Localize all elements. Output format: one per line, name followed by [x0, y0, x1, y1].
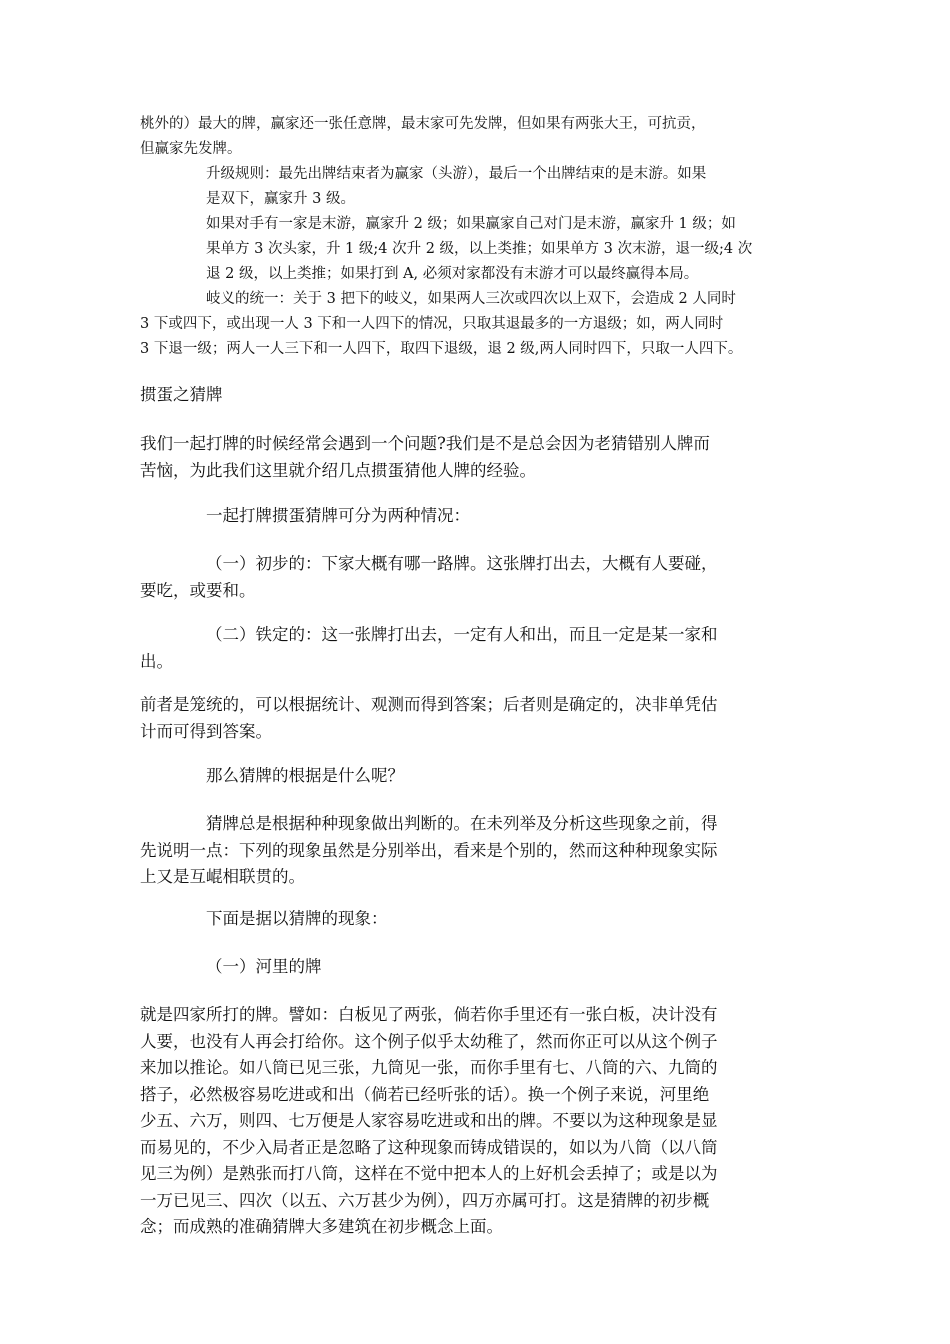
text-line: 那么猜牌的根据是什么呢？ [206, 766, 404, 785]
text-line: 猜牌总是根据种种现象做出判断的。在未列举及分析这些现象之前，得 [206, 814, 718, 833]
body-paragraph-two-cases [140, 503, 840, 530]
text-line: 一万已见三、四次（以五、六万甚少为例），四万亦属可打。这是猜牌的初步概 [140, 1190, 710, 1210]
text-line: 来加以推论。如八筒已见三张，九筒见一张，而你手里有七、八筒的六、九筒的 [140, 1058, 718, 1077]
text-line: 但赢家先发牌。 [140, 140, 242, 157]
text-line: （一）河里的牌 [206, 957, 322, 976]
text-line: 念；而成熟的准确猜牌大多建筑在初步概念上面。 [140, 1217, 503, 1236]
text-line: 先说明一点：下列的现象虽然是分别举出，看来是个别的，然而这种种现象实际 [140, 840, 718, 860]
body-paragraph-question [140, 763, 840, 790]
text-line: 升级规则：最先出牌结束者为赢家（头游），最后一个出牌结束的是末游。如果 [206, 166, 707, 182]
text-line: 上又是互崐相联贯的。 [140, 867, 305, 886]
text-line: 见三为例）是熟张而打八筒，这样在不觉中把本人的上好机会丢掉了；或是以为 [140, 1164, 718, 1183]
text-line: 人要，也没有人再会打给你。这个例子似乎太幼稚了，然而你正可以从这个例子 [140, 1031, 718, 1051]
body-paragraph-case-2 [140, 622, 840, 675]
text-line: 3 下退一级；两人一人三下和一人四下，取四下退级，退 2 级,两人同时四下，只取一人四下。 [140, 340, 743, 357]
text-line: 计而可得到答案。 [140, 721, 272, 741]
text-line: 我们一起打牌的时候经常会遇到一个问题?我们是不是总会因为老猜错别人牌而 [140, 434, 710, 453]
text-line: 出。 [140, 651, 173, 671]
body-paragraph-intro [140, 431, 840, 484]
section-title: 掼蛋之猜牌 [140, 385, 223, 404]
text-line: 桃外的）最大的牌，赢家还一张任意牌，最末家可先发牌，但如果有两张大王，可抗贡， [140, 116, 706, 132]
text-line: 果单方 3 次头家，升 1 级;4 次升 2 级，以上类推；如果单方 3 次末游，退一级;4 次 [206, 240, 753, 257]
text-line: 退 2 级，以上类推；如果打到 A, 必须对家都没有末游才可以最终赢得本局。 [206, 265, 699, 282]
body-paragraph-phenomena [140, 811, 840, 891]
rules-paragraph-ambiguity [140, 287, 830, 361]
text-line: 如果对手有一家是末游，赢家升 2 级；如果赢家自己对门是末游，赢家升 1 级；如 [206, 216, 736, 232]
text-line: 苦恼，为此我们这里就介绍几点掼蛋猜他人牌的经验。 [140, 460, 536, 480]
rules-paragraph-upgrade [140, 162, 830, 212]
text-line: 搭子，必然极容易吃进或和出（倘若已经听张的话）。换一个例子来说，河里绝 [140, 1084, 710, 1104]
text-line: 就是四家所打的牌。譬如：白板见了两张，倘若你手里还有一张白板，决计没有 [140, 1005, 718, 1024]
body-paragraph-river-title [140, 954, 840, 981]
text-line: （二）铁定的：这一张牌打出去，一定有人和出，而且一定是某一家和 [206, 625, 718, 644]
text-line: 少五、六万，则四、七万便是人家容易吃进或和出的牌。不要以为这种现象是显 [140, 1111, 718, 1130]
text-line: 是双下，赢家升 3 级。 [206, 190, 355, 207]
text-line: 而易见的，不少入局者正是忽略了这种现象而铸成错误的，如以为八筒（以八筒 [140, 1137, 718, 1157]
body-paragraph-river [140, 1002, 840, 1241]
text-line: 下面是据以猜牌的现象： [206, 909, 388, 928]
text-line: 要吃，或要和。 [140, 580, 256, 600]
text-line: 3 下或四下，或出现一人 3 下和一人四下的情况，只取其退最多的一方退级；如，两人同时 [140, 315, 724, 332]
text-line: 前者是笼统的，可以根据统计、观测而得到答案；后者则是确定的，决非单凭估 [140, 695, 718, 714]
body-paragraph-list-intro [140, 906, 840, 933]
text-line: （一）初步的：下家大概有哪一路牌。这张牌打出去，大概有人要碰， [206, 554, 718, 573]
text-line: 一起打牌掼蛋猜牌可分为两种情况： [206, 506, 470, 525]
text-line: 岐义的统一：关于 3 把下的岐义，如果两人三次或四次以上双下，会造成 2 人同时 [206, 291, 736, 307]
body-paragraph-comparison [140, 692, 840, 745]
rules-paragraph-opponent [140, 212, 830, 286]
rules-paragraph-1 [140, 112, 830, 162]
body-paragraph-case-1 [140, 551, 840, 604]
